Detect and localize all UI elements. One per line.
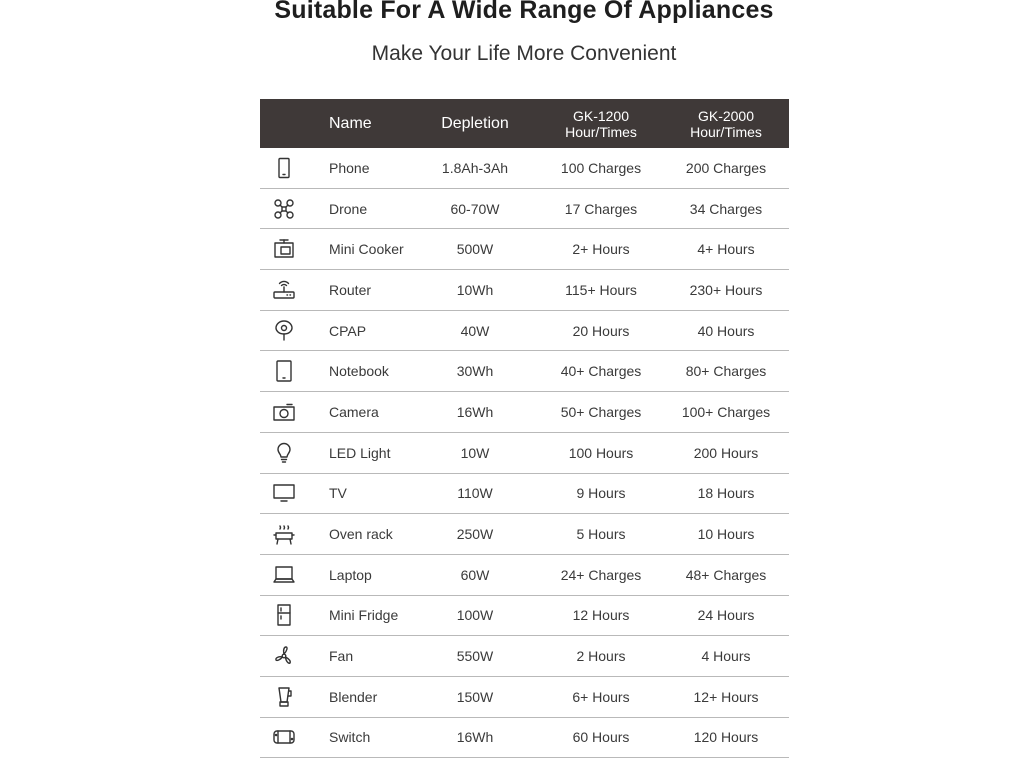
light-bulb-icon bbox=[260, 433, 308, 473]
gk2000-value: 12+ Hours bbox=[693, 688, 759, 705]
gk1200-value: 6+ Hours bbox=[572, 688, 630, 705]
page-title: Suitable For A Wide Range Of Appliances bbox=[274, 0, 774, 24]
depletion-value: 250W bbox=[456, 526, 494, 543]
depletion-value: 16Wh bbox=[456, 729, 494, 746]
appliance-name: Phone bbox=[329, 159, 370, 176]
appliance-name: Switch bbox=[329, 729, 371, 746]
column-header-name: Name bbox=[329, 114, 372, 132]
table-header bbox=[260, 99, 789, 148]
gk1200-value: 60 Hours bbox=[572, 729, 630, 746]
depletion-value: 110W bbox=[457, 485, 493, 502]
gk1200-value: 2+ Hours bbox=[572, 241, 630, 258]
table-row bbox=[260, 514, 789, 555]
gk1200-value: 50+ Charges bbox=[560, 403, 642, 420]
gk2000-value: 230+ Hours bbox=[689, 281, 763, 298]
table-row bbox=[260, 189, 789, 230]
gk1200-model-label: GK-1200 bbox=[572, 107, 630, 124]
gk2000-value: 200 Charges bbox=[685, 159, 767, 176]
table-row bbox=[260, 433, 789, 474]
gk2000-unit-label: Hour/Times bbox=[690, 123, 762, 140]
table-row bbox=[260, 596, 789, 637]
appliance-name: Router bbox=[329, 281, 372, 298]
depletion-value: 500W bbox=[456, 241, 494, 258]
gk2000-value: 80+ Charges bbox=[685, 363, 767, 380]
appliance-name: Oven rack bbox=[329, 526, 393, 543]
appliance-name: Blender bbox=[329, 688, 378, 705]
page-subtitle: Make Your Life More Convenient bbox=[371, 42, 677, 65]
gk1200-unit-label: Hour/Times bbox=[565, 123, 637, 140]
gk2000-value: 40 Hours bbox=[697, 322, 755, 339]
appliance-name: Fan bbox=[329, 648, 354, 665]
gk1200-value: 115+ Hours bbox=[565, 281, 637, 298]
gk2000-value: 120 Hours bbox=[693, 729, 759, 746]
gk1200-value: 9 Hours bbox=[576, 485, 626, 502]
gk2000-value: 24 Hours bbox=[697, 607, 755, 624]
appliance-name: Mini Cooker bbox=[329, 241, 404, 258]
gk2000-value: 4 Hours bbox=[701, 648, 751, 665]
table-body bbox=[260, 148, 789, 758]
table-row bbox=[260, 270, 789, 311]
switch-console-icon bbox=[260, 718, 308, 758]
gk1200-value: 40+ Charges bbox=[560, 363, 642, 380]
oven-rack-icon bbox=[260, 514, 308, 554]
depletion-value: 550W bbox=[456, 648, 494, 665]
depletion-value: 40W bbox=[460, 322, 490, 339]
gk2000-value: 48+ Charges bbox=[685, 566, 767, 583]
table-row bbox=[260, 229, 789, 270]
gk2000-value: 34 Charges bbox=[689, 200, 763, 217]
appliance-name: Camera bbox=[329, 403, 379, 420]
depletion-value: 16Wh bbox=[456, 403, 494, 420]
table-row bbox=[260, 718, 789, 759]
appliance-table bbox=[260, 99, 789, 758]
depletion-value: 60W bbox=[460, 566, 490, 583]
gk2000-value: 4+ Hours bbox=[697, 241, 755, 258]
table-row bbox=[260, 311, 789, 352]
blender-icon bbox=[260, 677, 308, 717]
cooker-icon bbox=[260, 229, 308, 269]
gk2000-value: 18 Hours bbox=[697, 485, 755, 502]
gk1200-value: 20 Hours bbox=[572, 322, 630, 339]
appliance-name: LED Light bbox=[329, 444, 391, 461]
phone-icon bbox=[260, 148, 308, 188]
gk1200-value: 5 Hours bbox=[576, 526, 626, 543]
column-header-gk1200 bbox=[548, 99, 654, 148]
router-icon bbox=[260, 270, 308, 310]
table-row bbox=[260, 636, 789, 677]
drone-icon bbox=[260, 189, 308, 229]
gk1200-value: 100 Charges bbox=[560, 159, 642, 176]
depletion-value: 10W bbox=[460, 444, 490, 461]
gk2000-value: 200 Hours bbox=[693, 444, 759, 461]
table-row bbox=[260, 474, 789, 515]
appliance-name: Notebook bbox=[329, 363, 389, 380]
gk2000-model-label: GK-2000 bbox=[697, 107, 755, 124]
table-row bbox=[260, 555, 789, 596]
depletion-value: 1.8Ah-3Ah bbox=[441, 159, 509, 176]
gk1200-value: 12 Hours bbox=[572, 607, 630, 624]
table-row bbox=[260, 677, 789, 718]
gk1200-value: 17 Charges bbox=[564, 200, 638, 217]
gk1200-value: 100 Hours bbox=[568, 444, 634, 461]
appliance-name: Mini Fridge bbox=[329, 607, 399, 624]
notebook-icon bbox=[260, 351, 308, 391]
gk2000-value: 10 Hours bbox=[697, 526, 755, 543]
depletion-value: 30Wh bbox=[456, 363, 494, 380]
table-row bbox=[260, 392, 789, 433]
laptop-icon bbox=[260, 555, 308, 595]
cpap-icon bbox=[260, 311, 308, 351]
depletion-value: 10Wh bbox=[456, 281, 494, 298]
fan-icon bbox=[260, 636, 308, 676]
column-header-depletion: Depletion bbox=[441, 114, 509, 132]
appliance-name: CPAP bbox=[329, 322, 367, 339]
gk2000-value: 100+ Charges bbox=[681, 403, 771, 420]
tv-icon bbox=[260, 474, 308, 514]
camera-icon bbox=[260, 392, 308, 432]
appliance-name: TV bbox=[329, 485, 347, 502]
fridge-icon bbox=[260, 596, 308, 636]
column-header-gk2000 bbox=[672, 99, 780, 148]
depletion-value: 60-70W bbox=[450, 200, 500, 217]
gk1200-value: 2 Hours bbox=[576, 648, 626, 665]
table-row bbox=[260, 148, 789, 189]
depletion-value: 150W bbox=[456, 688, 494, 705]
table-row bbox=[260, 351, 789, 392]
appliance-name: Drone bbox=[329, 200, 368, 217]
appliance-name: Laptop bbox=[329, 566, 372, 583]
gk1200-value: 24+ Charges bbox=[560, 566, 642, 583]
depletion-value: 100W bbox=[456, 607, 494, 624]
